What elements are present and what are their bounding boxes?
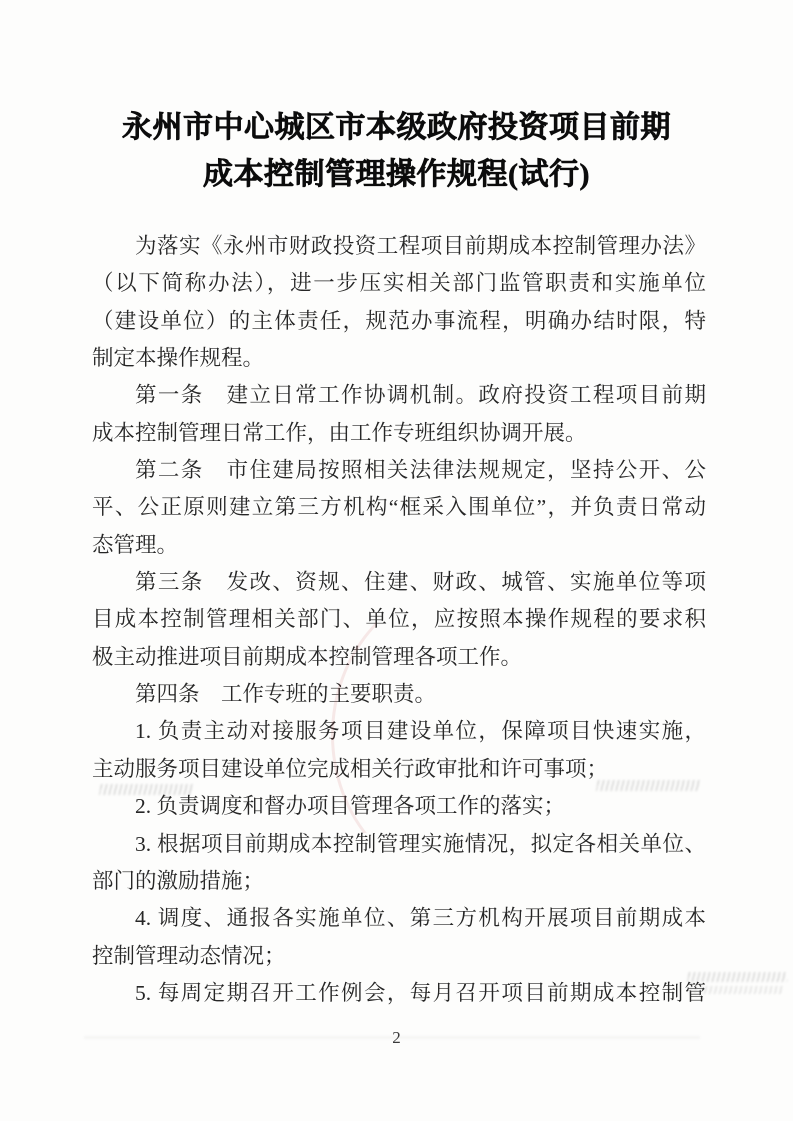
- body-line: 5. 每周定期召开工作例会，每月召开项目前期成本控制管: [135, 980, 706, 1005]
- body-line: 态管理。: [92, 532, 179, 557]
- body-line: 第一条 建立日常工作协调机制。政府投资工程项目前期: [135, 383, 706, 408]
- body-line: 制定本操作规程。: [92, 346, 265, 371]
- body-line: 1. 负责主动对接服务项目建设单位，保障项目快速实施，: [135, 719, 706, 744]
- body-line: 部门的激励措施；: [92, 868, 265, 893]
- body-line: 2. 负责调度和督办项目管理各项工作的落实；: [135, 794, 566, 819]
- document-title: [0, 104, 793, 198]
- body-line: 控制管理动态情况；: [92, 943, 286, 968]
- title-line-1: 永州市中心城区市本级政府投资项目前期: [122, 111, 671, 144]
- body-line: 第四条 工作专班的主要职责。: [135, 682, 437, 707]
- smudge-artifact: [689, 986, 784, 994]
- body-line: （建设单位）的主体责任，规范办事流程，明确办结时限，特: [92, 308, 706, 333]
- body-line: 第二条 市住建局按照相关法律法规规定，坚持公开、公: [135, 458, 706, 483]
- body-line: 3. 根据项目前期成本控制管理实施情况，拟定各相关单位、: [135, 831, 706, 856]
- body-line: 4. 调度、通报各实施单位、第三方机构开展项目前期成本: [135, 906, 706, 931]
- document-body: [92, 228, 706, 1012]
- body-line: 第三条 发改、资规、住建、财政、城管、实施单位等项: [135, 570, 706, 595]
- body-line: 极主动推进项目前期成本控制管理各项工作。: [92, 644, 523, 669]
- body-line: 成本控制管理日常工作，由工作专班组织协调开展。: [92, 420, 587, 445]
- smudge-artifact: [596, 780, 701, 791]
- body-line: 目成本控制管理相关部门、单位，应按照本操作规程的要求积: [92, 607, 706, 632]
- smudge-artifact: [687, 972, 789, 982]
- body-line: 为落实《永州市财政投资工程项目前期成本控制管理办法》: [135, 234, 706, 258]
- title-line-2: 成本控制管理操作规程(试行): [203, 158, 590, 191]
- smudge-artifact: [99, 784, 193, 795]
- body-line: 主动服务项目建设单位完成相关行政审批和许可事项；: [92, 756, 609, 781]
- body-line: （以下简称办法），进一步压实相关部门监管职责和实施单位: [92, 271, 706, 296]
- page-number: 2: [392, 1028, 401, 1047]
- body-line: 平、公正原则建立第三方机构“框采入围单位”，并负责日常动: [92, 495, 706, 520]
